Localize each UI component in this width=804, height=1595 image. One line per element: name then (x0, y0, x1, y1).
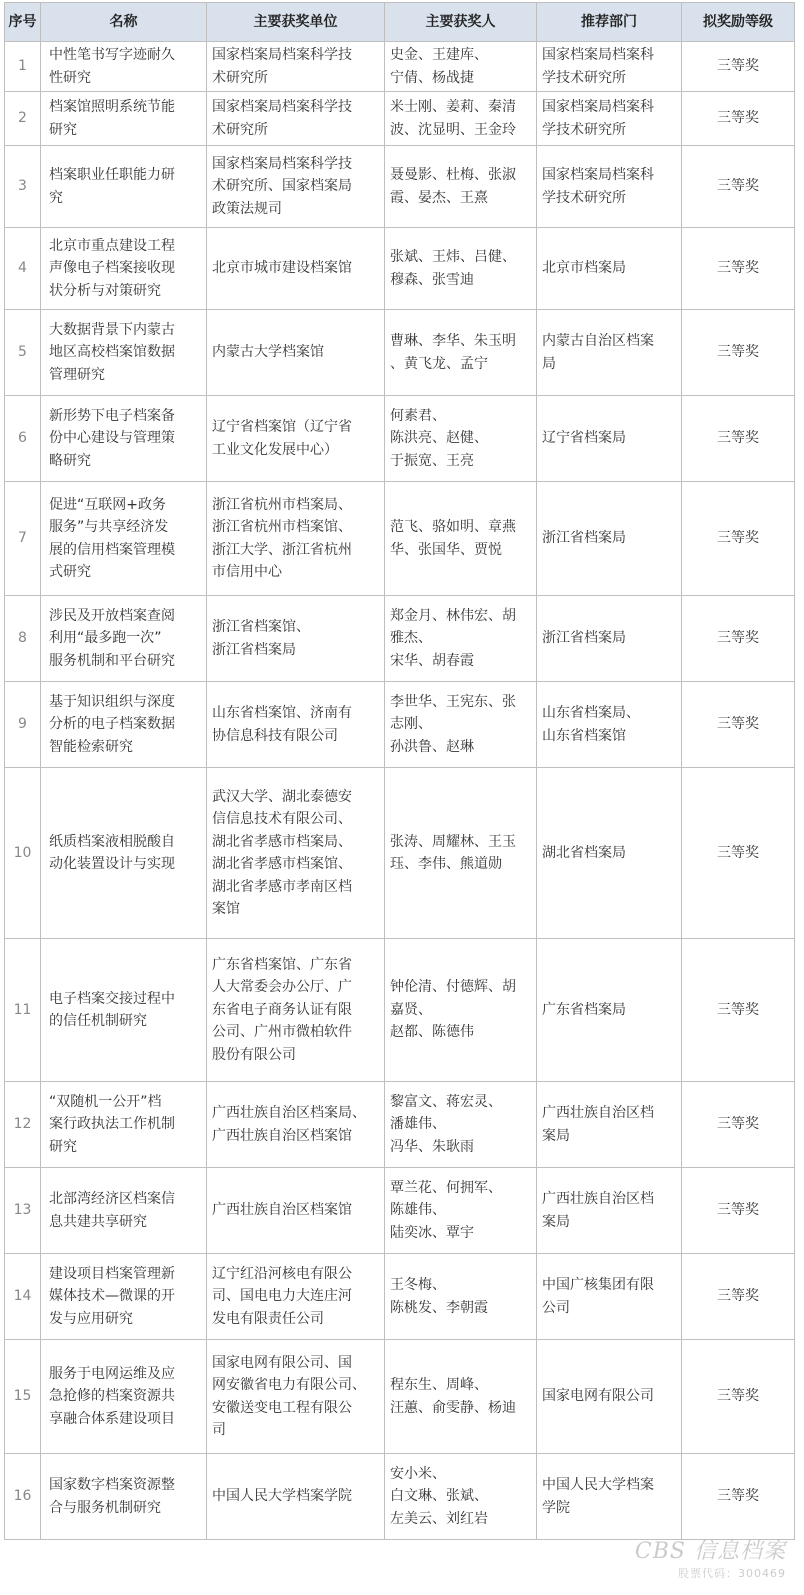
cell-people (385, 1254, 537, 1340)
table-row (5, 310, 795, 396)
cell-unit-line: 湖北省孝感市孝南区档 (212, 878, 352, 895)
cell-people-line: 汪蕙、俞雯静、杨迪 (390, 1399, 516, 1416)
cell-people-line: 米士刚、姜莉、秦清 (390, 99, 516, 115)
cell-name (41, 1454, 207, 1540)
table-row (5, 1254, 795, 1340)
cell-dept (537, 310, 682, 396)
cell-dept-line: 学技术研究所 (542, 189, 626, 206)
cell-level: 三等奖 (682, 1168, 795, 1254)
cell-name-line: 性研究 (49, 69, 91, 86)
cell-dept-line: 局 (542, 355, 556, 372)
cell-dept-line: 国家档案局档案科 (542, 47, 654, 63)
cell-people-line: 孙洪鲁、赵琳 (390, 738, 474, 755)
cell-level: 三等奖 (682, 92, 795, 146)
cell-unit-line: 安徽送变电工程有限公 (212, 1399, 352, 1416)
watermark-logo: CBS 信息档案 (634, 1539, 786, 1564)
cell-dept (537, 1340, 682, 1454)
cell-people (385, 42, 537, 92)
cell-name (41, 1340, 207, 1454)
cell-name (41, 146, 207, 228)
cell-name-line: 地区高校档案馆数据 (49, 344, 175, 361)
cell-people (385, 939, 537, 1082)
cell-dept-line: 浙江省档案局 (542, 630, 626, 647)
cell-dept-line: 学院 (542, 1499, 570, 1516)
cell-name-line: 究 (49, 189, 63, 206)
cell-name-line: 声像电子档案接收现 (49, 260, 175, 277)
cell-unit-line: 术研究所 (212, 69, 268, 86)
cell-unit-line: 广西壮族自治区档案馆 (212, 1127, 352, 1144)
cell-name (41, 482, 207, 596)
cell-unit-line: 辽宁红沿河核电有限公 (212, 1265, 352, 1282)
cell-name-line: 纸质档案液相脱酸自 (49, 833, 175, 850)
cell-people-line: 白文琳、张斌、 (390, 1488, 488, 1505)
cell-dept-line: 国家档案局档案科 (542, 99, 654, 115)
cell-name-line: 状分析与对策研究 (49, 282, 161, 299)
cell-unit (207, 768, 385, 939)
table-body (5, 42, 795, 1540)
cell-unit (207, 228, 385, 310)
table-row (5, 1454, 795, 1540)
cell-unit (207, 310, 385, 396)
cell-people-line: 雅杰、 (390, 630, 432, 647)
cell-unit (207, 146, 385, 228)
cell-people-line: 穆森、张雪迪 (390, 271, 474, 288)
cell-unit-line: 浙江省档案局 (212, 641, 296, 658)
cell-people-line: 陈雄伟、 (390, 1202, 446, 1219)
cell-unit-line: 山东省档案馆、济南有 (212, 705, 352, 721)
cell-dept-line: 中国人民大学档案 (542, 1477, 654, 1493)
cell-name-line: 略研究 (49, 452, 91, 469)
cell-unit (207, 396, 385, 482)
cell-unit (207, 939, 385, 1082)
cell-people-line: 潘雄伟、 (390, 1116, 446, 1133)
cell-unit (207, 1254, 385, 1340)
cell-people-line: 曹琳、李华、朱玉明 (390, 333, 516, 349)
cell-level: 三等奖 (682, 146, 795, 228)
cell-dept (537, 1168, 682, 1254)
cell-unit-line: 中国人民大学档案学院 (212, 1488, 352, 1505)
cell-dept (537, 1454, 682, 1540)
cell-unit (207, 682, 385, 768)
cell-seq: 6 (5, 396, 41, 482)
cell-dept-line: 北京市档案局 (542, 260, 626, 277)
cell-unit-line: 广西壮族自治区档案馆 (212, 1202, 352, 1219)
table-row (5, 768, 795, 939)
cell-unit-line: 浙江大学、浙江省杭州 (212, 541, 352, 558)
cell-unit-line: 内蒙古大学档案馆 (212, 344, 324, 361)
cell-people (385, 92, 537, 146)
cell-people-line: 、黄飞龙、孟宁 (390, 355, 488, 372)
cell-dept (537, 42, 682, 92)
cell-seq: 1 (5, 42, 41, 92)
cell-people (385, 682, 537, 768)
header-unit: 主要获奖单位 (207, 3, 385, 42)
cell-unit-line: 浙江省杭州市档案局、 (212, 496, 352, 513)
cell-dept (537, 768, 682, 939)
cell-dept-line: 山东省档案馆 (542, 727, 626, 744)
cell-people (385, 1454, 537, 1540)
cell-dept-line: 内蒙古自治区档案 (542, 333, 654, 349)
cell-people-line: 黎富文、蒋宏灵、 (390, 1093, 502, 1110)
cell-people (385, 768, 537, 939)
cell-unit-line: 人大常委会办公厅、广 (212, 979, 352, 996)
cell-name-line: 案行政执法工作机制 (49, 1116, 175, 1133)
cell-unit-line: 国家档案局档案科学技 (212, 47, 352, 63)
cell-name-line: 电子档案交接过程中 (49, 990, 175, 1007)
cell-level: 三等奖 (682, 1340, 795, 1454)
cell-unit-line: 工业文化发展中心） (212, 441, 338, 458)
cell-name-line: 北部湾经济区档案信 (49, 1191, 175, 1207)
cell-seq: 12 (5, 1082, 41, 1168)
cell-people (385, 310, 537, 396)
cell-unit (207, 1340, 385, 1454)
cell-people-line: 珏、李伟、熊道勋 (390, 856, 502, 872)
cell-name (41, 768, 207, 939)
cell-people-line: 史金、王建库、 (390, 47, 488, 63)
cell-dept (537, 939, 682, 1082)
cell-dept (537, 396, 682, 482)
cell-name-line: 合与服务机制研究 (49, 1499, 161, 1516)
cell-unit-line: 浙江省杭州市档案馆、 (212, 519, 352, 535)
cell-dept-line: 国家电网有限公司 (542, 1388, 654, 1405)
cell-level: 三等奖 (682, 939, 795, 1082)
cell-people-line: 华、张国华、贾悦 (390, 541, 502, 558)
cell-level: 三等奖 (682, 682, 795, 768)
cell-name (41, 596, 207, 682)
cell-name-line: 利用“最多跑一次” (49, 630, 162, 647)
cell-name-line: 展的信用档案管理模 (49, 541, 175, 558)
cell-people-line: 左美云、刘红岩 (390, 1510, 488, 1527)
cell-people-line: 宋华、胡春霞 (390, 652, 474, 669)
cell-level: 三等奖 (682, 482, 795, 596)
cell-people-line: 李世华、王宪东、张 (390, 693, 516, 710)
cell-name (41, 310, 207, 396)
cell-name-line: 享融合体系建设项目 (49, 1410, 175, 1427)
cell-name-line: 促进“互联网+政务 (49, 496, 166, 513)
cell-name (41, 682, 207, 768)
cell-dept (537, 596, 682, 682)
cell-name-line: 管理研究 (49, 366, 105, 383)
cell-name-line: “双随机一公开”档 (49, 1093, 162, 1110)
header-level: 拟奖励等级 (682, 3, 795, 42)
cell-unit-line: 湖北省孝感市档案局、 (212, 833, 352, 850)
cell-unit-line: 国家电网有限公司、国 (212, 1354, 352, 1371)
table-row (5, 146, 795, 228)
cell-name-line: 急抢修的档案资源共 (49, 1388, 175, 1405)
cell-people-line: 张斌、王炜、吕健、 (390, 249, 516, 265)
cell-unit-line: 湖北省孝感市档案馆、 (212, 856, 352, 872)
cell-name-line: 发与应用研究 (49, 1310, 133, 1327)
cell-people-line: 陆奕冰、覃宇 (390, 1224, 474, 1241)
cell-unit-line: 公司、广州市微柏软件 (212, 1024, 352, 1041)
cell-unit (207, 1168, 385, 1254)
cell-unit-line: 国家档案局档案科学技 (212, 99, 352, 115)
cell-name-line: 的信任机制研究 (49, 1013, 147, 1029)
cell-name-line: 基于知识组织与深度 (49, 693, 175, 710)
cell-unit (207, 596, 385, 682)
cell-dept-line: 广西壮族自治区档 (542, 1191, 654, 1207)
cell-name-line: 动化装置设计与实现 (49, 856, 175, 872)
table-row (5, 596, 795, 682)
cell-dept-line: 广西壮族自治区档 (542, 1105, 654, 1121)
cell-seq: 14 (5, 1254, 41, 1340)
cell-people-line: 志刚、 (390, 716, 432, 733)
cell-name (41, 228, 207, 310)
cell-unit-line: 市信用中心 (212, 564, 282, 580)
cell-name-line: 息共建共享研究 (49, 1213, 147, 1230)
cell-name (41, 396, 207, 482)
table-row (5, 1168, 795, 1254)
header-seq: 序号 (5, 3, 41, 42)
cell-name-line: 分析的电子档案数据 (49, 716, 175, 733)
table-row (5, 939, 795, 1082)
cell-people-line: 范飞、骆如明、章燕 (390, 519, 516, 535)
table-row (5, 482, 795, 596)
cell-unit-line: 司 (212, 1422, 226, 1438)
cell-dept (537, 482, 682, 596)
cell-name-line: 研究 (49, 1138, 77, 1155)
cell-people-line: 霞、晏杰、王熹 (390, 189, 488, 206)
cell-dept-line: 公司 (542, 1299, 570, 1316)
cell-name-line: 服务”与共享经济发 (49, 519, 169, 535)
cell-name (41, 939, 207, 1082)
cell-people-line: 张涛、周耀林、王玉 (390, 833, 516, 850)
cell-unit-line: 发电有限责任公司 (212, 1310, 324, 1327)
cell-unit-line: 东省电子商务认证有限 (212, 1001, 352, 1018)
cell-name-line: 服务于电网运维及应 (49, 1365, 175, 1382)
cell-name-line: 份中心建设与管理策 (49, 430, 175, 447)
cell-level: 三等奖 (682, 768, 795, 939)
cell-unit-line: 协信息科技有限公司 (212, 727, 338, 744)
cell-unit-line: 案馆 (212, 901, 240, 917)
cell-people-line: 王冬梅、 (390, 1277, 446, 1293)
cell-unit-line: 浙江省档案馆、 (212, 619, 310, 635)
cell-name (41, 1082, 207, 1168)
cell-name-line: 服务机制和平台研究 (49, 652, 175, 669)
cell-unit-line: 司、国电电力大连庄河 (212, 1288, 352, 1305)
cell-people (385, 596, 537, 682)
header-name: 名称 (41, 3, 207, 42)
cell-people-line: 钟伦清、付德辉、胡 (390, 979, 516, 996)
cell-name-line: 涉民及开放档案查阅 (49, 607, 175, 624)
cell-people (385, 1082, 537, 1168)
cell-dept (537, 1082, 682, 1168)
cell-name (41, 1168, 207, 1254)
table-row (5, 92, 795, 146)
cell-seq: 7 (5, 482, 41, 596)
cell-seq: 3 (5, 146, 41, 228)
table-row (5, 42, 795, 92)
table-row (5, 1340, 795, 1454)
cell-unit-line: 北京市城市建设档案馆 (212, 260, 352, 277)
cell-name-line: 中性笔书写字迹耐久 (49, 47, 175, 63)
cell-level: 三等奖 (682, 1082, 795, 1168)
table-row (5, 228, 795, 310)
cell-people (385, 482, 537, 596)
cell-seq: 16 (5, 1454, 41, 1540)
header-people: 主要获奖人 (385, 3, 537, 42)
cell-seq: 8 (5, 596, 41, 682)
cell-unit (207, 42, 385, 92)
cell-people-line: 安小米、 (390, 1465, 446, 1482)
cell-name (41, 92, 207, 146)
cell-people-line: 陈桃发、李朝霞 (390, 1299, 488, 1316)
cell-people-line: 嘉贤、 (390, 1001, 432, 1018)
cell-dept (537, 92, 682, 146)
cell-name-line: 媒体技术—微课的开 (49, 1288, 175, 1305)
cell-dept-line: 学技术研究所 (542, 121, 626, 138)
cell-unit-line: 信信息技术有限公司、 (212, 811, 352, 827)
cell-unit-line: 武汉大学、湖北泰德安 (212, 788, 352, 805)
cell-name-line: 档案馆照明系统节能 (49, 99, 175, 115)
cell-people-line: 冯华、朱耿雨 (390, 1138, 474, 1155)
table-row (5, 682, 795, 768)
cell-level: 三等奖 (682, 596, 795, 682)
cell-people-line: 覃兰花、何拥军、 (390, 1179, 502, 1196)
cell-dept-line: 广东省档案局 (542, 1001, 626, 1018)
cell-people (385, 396, 537, 482)
cell-dept-line: 案局 (542, 1127, 570, 1144)
cell-name-line: 新形势下电子档案备 (49, 407, 175, 424)
cell-level: 三等奖 (682, 42, 795, 92)
cell-unit (207, 482, 385, 596)
cell-name-line: 研究 (49, 121, 77, 138)
cell-unit-line: 国家档案局档案科学技 (212, 155, 352, 172)
cell-people-line: 波、沈显明、王金玲 (390, 121, 516, 138)
cell-level: 三等奖 (682, 1254, 795, 1340)
cell-people (385, 228, 537, 310)
cell-unit-line: 股份有限公司 (212, 1046, 296, 1063)
cell-dept (537, 228, 682, 310)
cell-unit (207, 92, 385, 146)
cell-unit-line: 辽宁省档案馆（辽宁省 (212, 419, 352, 435)
cell-name-line: 式研究 (49, 564, 91, 580)
cell-people (385, 1340, 537, 1454)
cell-dept (537, 682, 682, 768)
award-table (4, 2, 795, 1540)
cell-people-line: 陈洪亮、赵健、 (390, 430, 488, 447)
cell-name-line: 北京市重点建设工程 (49, 237, 175, 254)
cell-name (41, 1254, 207, 1340)
cell-dept-line: 湖北省档案局 (542, 844, 626, 861)
cell-name-line: 档案职业任职能力研 (49, 167, 175, 183)
cell-seq: 2 (5, 92, 41, 146)
cell-name-line: 智能检索研究 (49, 738, 133, 755)
cell-people-line: 何素君、 (390, 407, 446, 424)
cell-people (385, 146, 537, 228)
table-row (5, 396, 795, 482)
cell-people-line: 赵都、陈德伟 (390, 1024, 474, 1041)
cell-people-line: 于振宽、王亮 (390, 452, 474, 469)
cell-people-line: 聂曼影、杜梅、张淑 (390, 167, 516, 183)
cell-people-line: 程东生、周峰、 (390, 1377, 488, 1393)
cell-unit-line: 广东省档案馆、广东省 (212, 956, 352, 973)
cell-name (41, 42, 207, 92)
cell-dept-line: 浙江省档案局 (542, 530, 626, 547)
cell-seq: 13 (5, 1168, 41, 1254)
table-header-row (5, 3, 795, 42)
cell-level: 三等奖 (682, 228, 795, 310)
cell-seq: 9 (5, 682, 41, 768)
cell-seq: 15 (5, 1340, 41, 1454)
cell-level: 三等奖 (682, 1454, 795, 1540)
cell-unit (207, 1454, 385, 1540)
cell-seq: 10 (5, 768, 41, 939)
cell-people-line: 宁倩、杨战捷 (390, 69, 474, 86)
cell-dept (537, 146, 682, 228)
cell-unit-line: 术研究所 (212, 121, 268, 138)
cell-people (385, 1168, 537, 1254)
cell-dept-line: 案局 (542, 1213, 570, 1230)
watermark-code: 股票代码：300469 (678, 1567, 786, 1580)
cell-dept-line: 学技术研究所 (542, 69, 626, 86)
cell-dept-line: 国家档案局档案科 (542, 167, 654, 183)
header-dept: 推荐部门 (537, 3, 682, 42)
cell-dept (537, 1254, 682, 1340)
cell-dept-line: 山东省档案局、 (542, 705, 640, 721)
cell-seq: 11 (5, 939, 41, 1082)
cell-unit-line: 广西壮族自治区档案局、 (212, 1105, 366, 1121)
cell-name-line: 大数据背景下内蒙古 (49, 321, 175, 338)
cell-unit (207, 1082, 385, 1168)
cell-dept-line: 中国广核集团有限 (542, 1277, 654, 1293)
cell-unit-line: 网安徽省电力有限公司、 (212, 1377, 366, 1393)
cell-level: 三等奖 (682, 396, 795, 482)
cell-seq: 5 (5, 310, 41, 396)
cell-seq: 4 (5, 228, 41, 310)
watermark (635, 1534, 786, 1581)
table-row (5, 1082, 795, 1168)
cell-name-line: 国家数字档案资源整 (49, 1477, 175, 1493)
cell-unit-line: 术研究所、国家档案局 (212, 178, 352, 195)
cell-people-line: 郑金月、林伟宏、胡 (390, 607, 516, 624)
cell-level: 三等奖 (682, 310, 795, 396)
cell-unit-line: 政策法规司 (212, 200, 282, 217)
cell-dept-line: 辽宁省档案局 (542, 430, 626, 447)
cell-name-line: 建设项目档案管理新 (49, 1265, 175, 1282)
